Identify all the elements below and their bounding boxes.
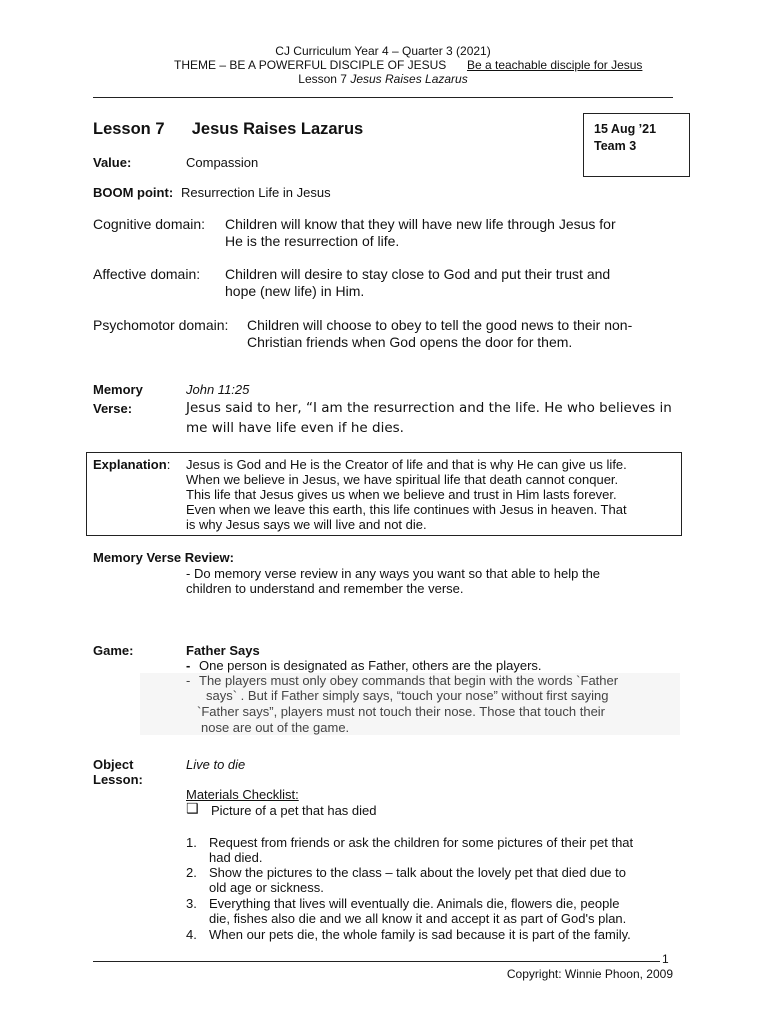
game-bullet-2-line-4: nose are out of the game.	[201, 720, 350, 735]
header-line-1: CJ Curriculum Year 4 – Quarter 3 (2021)	[275, 44, 491, 58]
explanation-line-5: is why Jesus says we will live and not die.	[186, 517, 427, 532]
memory-verse-label-2: Verse:	[93, 401, 133, 416]
materials-checklist-label: Materials Checklist:	[186, 787, 299, 802]
header-lesson-number: Lesson 7	[298, 72, 347, 86]
object-lesson-title: Live to die	[186, 757, 246, 772]
lesson-team: Team 3	[594, 139, 637, 153]
review-line-1: - Do memory verse review in any ways you want so that able to help the	[186, 566, 601, 581]
header-rule	[93, 97, 673, 98]
lesson-date: 15 Aug ’21	[594, 122, 657, 136]
psychomotor-line-1: Children will choose to obey to tell the good news to their non-	[247, 317, 633, 333]
header-lesson-title: Jesus Raises Lazarus	[350, 72, 468, 86]
game-title: Father Says	[186, 643, 260, 658]
step-2-number: 2.	[186, 865, 197, 880]
copyright: Copyright: Winnie Phoon, 2009	[506, 967, 673, 981]
step-2-line-1: Show the pictures to the class – talk about the lovely pet that died due to	[209, 865, 626, 880]
value-label: Value:	[93, 155, 132, 170]
step-4-line-1: When our pets die, the whole family is sad because it is part of the family.	[209, 927, 631, 942]
explanation-line-4: Even when we leave this earth, this life continues with Jesus in heaven. That	[186, 502, 627, 517]
step-2-line-2: old age or sickness.	[209, 880, 324, 895]
game-bullet-1: One person is designated as Father, others are the players.	[199, 658, 542, 673]
step-1-line-1: Request from friends or ask the children for some pictures of their pet that	[209, 835, 634, 850]
affective-label: Affective domain:	[93, 266, 201, 282]
review-label: Memory Verse Review:	[93, 550, 234, 565]
game-bullet-2-line-2: says` . But if Father simply says, “touch your nose” without first saying	[206, 688, 609, 703]
game-bullet-2-dash: -	[186, 673, 191, 688]
step-1-number: 1.	[186, 835, 197, 850]
header-theme-text: THEME – BE A POWERFUL DISCIPLE OF JESUS	[174, 58, 447, 72]
explanation-line-1: Jesus is God and He is the Creator of life and that is why He can give us life.	[186, 457, 627, 472]
boom-label: BOOM point:	[93, 185, 174, 200]
step-3-line-2: die, fishes also die and we all know it and accept it as part of God's plan.	[209, 911, 627, 926]
explanation-label: Explanation	[93, 457, 167, 472]
explanation-colon: :	[166, 457, 171, 472]
game-bullet-1-dash: -	[186, 658, 191, 673]
explanation-label-group	[93, 457, 170, 473]
step-3-line-1: Everything that lives will eventually die. Animals die, flowers die, people	[209, 896, 620, 911]
affective-line-2: hope (new life) in Him.	[225, 283, 365, 299]
materials-checklist-item: Picture of a pet that has died	[211, 803, 377, 818]
date-team-box	[583, 113, 690, 177]
step-1-line-2: had died.	[209, 850, 263, 865]
checkbox-icon: ❑	[186, 801, 199, 817]
step-3-number: 3.	[186, 896, 197, 911]
header-theme	[174, 58, 642, 73]
footer-rule	[93, 961, 660, 962]
game-label: Game:	[93, 643, 134, 658]
explanation-line-3: This life that Jesus gives us when we believe and trust in Him lasts forever.	[186, 487, 617, 502]
page-number: 1	[662, 952, 669, 966]
cognitive-line-2: He is the resurrection of life.	[225, 233, 400, 249]
object-lesson-label-2: Lesson:	[93, 772, 143, 787]
cognitive-label: Cognitive domain:	[93, 216, 206, 232]
psychomotor-label: Psychomotor domain:	[93, 317, 229, 333]
memory-verse-reference: John 11:25	[186, 382, 250, 397]
memory-verse-label-1: Memory	[93, 382, 143, 397]
game-bullet-2-line-3: `Father says”, players must not touch their nose. Those that touch their	[197, 704, 606, 719]
lesson-heading	[93, 120, 363, 139]
affective-line-1: Children will desire to stay close to God and put their trust and	[225, 266, 611, 282]
memory-verse-line-2: me will have life even if he dies.	[186, 420, 404, 436]
lesson-number: Lesson 7	[93, 120, 165, 138]
memory-verse-line-1: Jesus said to her, “I am the resurrection and the life. He who believes in	[186, 400, 672, 416]
psychomotor-line-2: Christian friends when God opens the door for them.	[247, 334, 573, 350]
header-lesson	[93, 72, 673, 87]
boom-text: Resurrection Life in Jesus	[181, 185, 331, 200]
step-4-number: 4.	[186, 927, 197, 942]
cognitive-line-1: Children will know that they will have new life through Jesus for	[225, 216, 616, 232]
review-line-2: children to understand and remember the verse.	[186, 581, 464, 596]
game-bullet-2-line-1: The players must only obey commands that begin with the words `Father	[199, 673, 619, 688]
header-theme-subtitle: Be a teachable disciple for Jesus	[466, 58, 643, 72]
lesson-title: Jesus Raises Lazarus	[191, 120, 364, 138]
value-text: Compassion	[186, 155, 259, 170]
object-lesson-label-1: Object	[93, 757, 134, 772]
explanation-line-2: When we believe in Jesus, we have spiritual life that death cannot conquer.	[186, 472, 619, 487]
